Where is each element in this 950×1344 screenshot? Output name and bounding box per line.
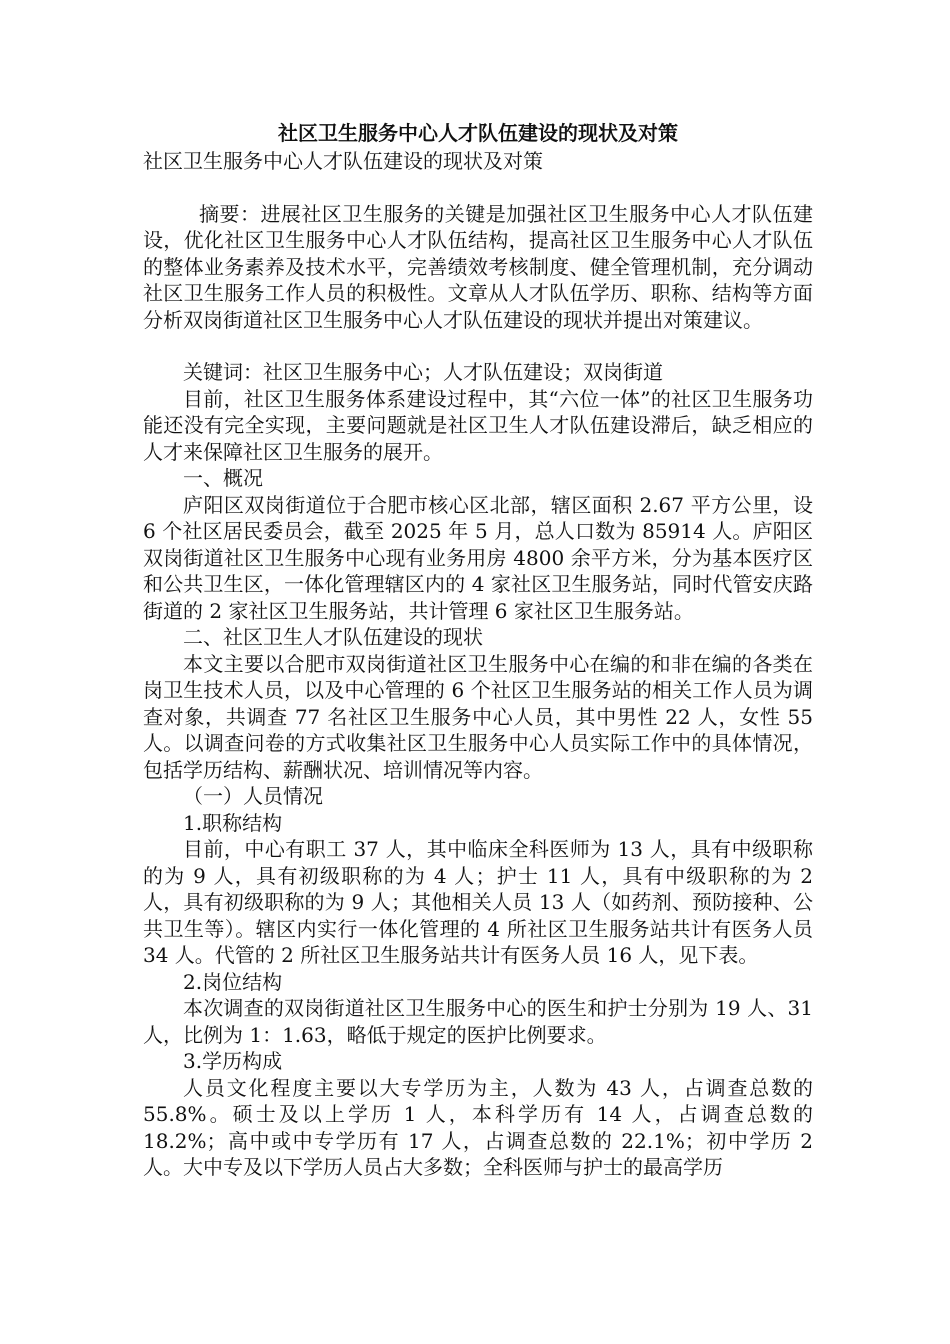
- document-body: [143, 118, 813, 1181]
- keywords-line: 关键词：社区卫生服务中心；人才队伍建设；双岗街道: [183, 360, 663, 384]
- document-subtitle: 社区卫生服务中心人才队伍建设的现状及对策: [143, 149, 543, 173]
- item-2-heading: 2.岗位结构: [183, 969, 283, 994]
- section-1-heading: 一、概况: [183, 466, 263, 490]
- document-title: 社区卫生服务中心人才队伍建设的现状及对策: [278, 121, 678, 145]
- abstract-paragraph: 摘要：进展社区卫生服务的关键是加强社区卫生服务中心人才队伍建设，优化社区卫生服务中心人才队伍结构，提高社区卫生服务中心人才队伍的整体业务素养及技术水平，完善绩效考核制度、健全管理机制，充分调动社区卫生服务工作人员的积极性。文章从人才队伍学历、职称、结构等方面分析双岗街道社区卫生服务中心人才队伍建设的现状并提出对策建议。: [143, 201, 813, 332]
- item-3-heading: 3.学历构成: [183, 1049, 283, 1073]
- section-1-paragraph: 庐阳区双岗街道位于合肥市核心区北部，辖区面积 2.67 平方公里，设 6 个社区居民委员会，截至 2025 年 5 月，总人口数为 85914 人。庐阳区双岗街道社区卫生服务中心现有业务用房 4800 余平方米，分为基本医疗区和公共卫生区，一体化管理辖区内的 4 家社区卫生服务站，同时代管安庆路街道的 2 家社区卫生服务站，共计管理 6 家社区卫生服务站。: [143, 492, 813, 623]
- section-2-paragraph: 本文主要以合肥市双岗街道社区卫生服务中心在编的和非在编的各类在岗卫生技术人员，以及中心管理的 6 个社区卫生服务站的相关工作人员为调查对象，共调查 77 名社区卫生服务中心人员，其中男性 22 人，女性 55 人。以调查问卷的方式收集社区卫生服务中心人员实际工作中的具体情况，包括学历结构、薪酬状况、培训情况等内容。: [143, 651, 813, 782]
- subsection-1-heading: （一）人员情况: [183, 784, 323, 808]
- item-1-heading: 1.职称结构: [183, 810, 283, 835]
- item-3-paragraph: 人员文化程度主要以大专学历为主，人数为 43 人，占调查总数的 55.8%。硕士及以上学历 1 人，本科学历有 14 人，占调查总数的 18.2%；高中或中专学历有 17 人，占调查总数的 22.1%；初中学历 2 人。大中专及以下学历人员占大多数；全科医师与护士的最高学历: [143, 1075, 813, 1179]
- item-2-paragraph: 本次调查的双岗街道社区卫生服务中心的医生和护士分别为 19 人、31 人，比例为 1：1.63，略低于规定的医护比例要求。: [143, 996, 813, 1047]
- intro-paragraph: 目前，社区卫生服务体系建设过程中，其“六位一体”的社区卫生服务功能还没有完全实现，主要问题就是社区卫生人才队伍建设滞后，缺乏相应的人才来保障社区卫生服务的展开。: [143, 386, 813, 464]
- section-2-heading: 二、社区卫生人才队伍建设的现状: [183, 625, 483, 649]
- item-1-paragraph: 目前，中心有职工 37 人，其中临床全科医师为 13 人，具有中级职称的为 9 人，具有初级职称的为 4 人；护士 11 人，具有中级职称的为 2 人，具有初级职称的为 9 人；其他相关人员 13 人（如药剂、预防接种、公共卫生等）。辖区内实行一体化管理的 4 所社区卫生服务站共计有医务人员 34 人。代管的 2 所社区卫生服务站共计有医务人员 16 人，见下表。: [143, 837, 813, 967]
